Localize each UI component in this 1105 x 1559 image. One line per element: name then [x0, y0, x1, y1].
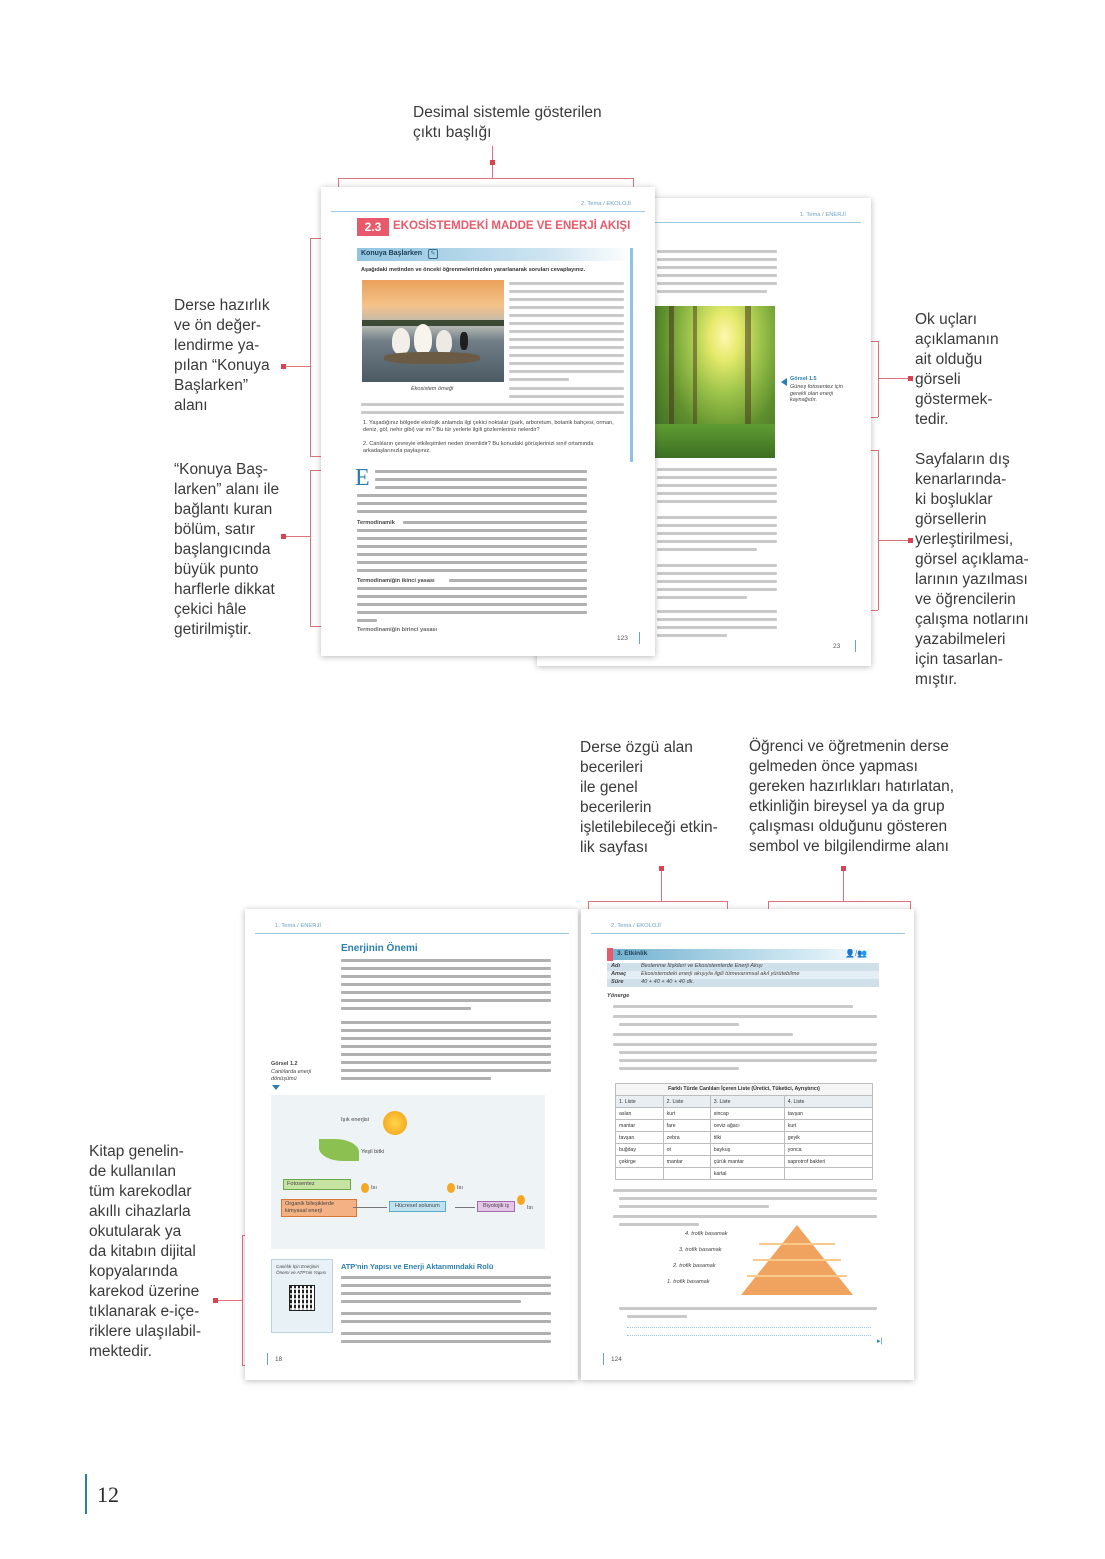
meta-key-1: Adı — [611, 963, 621, 969]
species-table — [615, 1095, 873, 1180]
cell-respiration-box: Hücresel solunum — [389, 1201, 446, 1212]
meta-key-3: Süre — [611, 979, 624, 985]
figure-label: Görsel 1.5 — [790, 376, 817, 382]
pelican-photo — [362, 280, 504, 382]
activity-title: 3. Etkinlik — [617, 950, 648, 957]
running-head: 2. Tema / EKOLOJİ — [611, 923, 661, 929]
light-energy-label: Işık enerjisi — [341, 1117, 369, 1123]
photo-caption: Ekosistem örneği — [411, 386, 454, 392]
heat-icon-3 — [517, 1195, 525, 1205]
annotation-symbol-area: Öğrenci ve öğretmenin derse gelmeden önce yapması gereken hazırlıkları hatırlatan, etkinliğin bireysel ya da grup çalışması olduğunu gösteren sembol ve bilgilendirme alanı — [749, 738, 955, 855]
figure-arrow-icon — [272, 1085, 280, 1090]
meta-val-3: 40 + 40 + 40 + 40 dk. — [641, 979, 695, 985]
dropcap-letter: E — [355, 465, 370, 491]
section-number-badge: 2.3 — [357, 218, 389, 236]
figure-label: Görsel 1.2 — [271, 1061, 298, 1067]
instruction-text: Aşağıdaki metinden ve önceki öğrenmelerinizden yararlanarak soruları cevaplayınız. — [361, 267, 586, 273]
term-2: Termodinamiğin birinci yasası — [357, 627, 438, 633]
leaf-label: Yeşil bitki — [361, 1149, 385, 1155]
next-icon: ▸| — [877, 1338, 883, 1345]
pyramid-level-4: 4. trofik basamak — [685, 1231, 728, 1237]
activity-badge — [607, 948, 613, 961]
konuya-baslarken-label: Konuya Başlarken — [361, 250, 423, 257]
activity-bar — [607, 949, 877, 960]
annotation-decimal-title: Desimal sistemle gösterilen çıktı başlığı — [413, 104, 602, 141]
page-preview-energy-importance — [245, 909, 578, 1380]
meta-key-2: Amaç — [611, 971, 627, 977]
table-row: mantar fare ceviz ağacı kurt — [616, 1120, 873, 1132]
pyramid-level-2: 2. trofik basamak — [673, 1263, 716, 1269]
annotation-margins: Sayfaların dış kenarlarında- ki boşluklar görsellerin yerleştirilmesi, görsel açıklama- larının yazılması ve öğrencilerin çalışma notlarını yazabilmeleri için tasarlan- mıştır. — [915, 451, 1029, 688]
page-number: 124 — [611, 1356, 622, 1363]
annotation-arrow-tips: Ok uçları açıklamanın ait olduğu görseli göstermek- tedir. — [915, 311, 999, 428]
term-3: Termodinamiğin ikinci yasası — [357, 578, 435, 584]
qr-box[interactable] — [271, 1259, 333, 1333]
leaf-icon — [319, 1139, 359, 1161]
page-number: 18 — [275, 1356, 283, 1363]
table-row: buğday ot baykuş yonca — [616, 1144, 873, 1156]
energy-diagram — [271, 1095, 545, 1249]
table-header: 1. Liste — [616, 1096, 664, 1108]
forest-photo — [649, 306, 775, 458]
question-1: 1. Yaşadığınız bölgede ekolojik anlamda ilgi çekici noktalar (park, arboretum, botanik bahçesi, orman, deniz, göl, nehir gibi) var mı? Bu tür yerlerle ilgili gözlemleriniz nelerdir? — [363, 420, 614, 433]
table-row: aslan kurt sincap tavşan — [616, 1108, 873, 1120]
annotation-connection: “Konuya Baş- larken” alanı ile bağlantı kuran bölüm, satır başlangıcında büyük punto harflerle dikkat çekici hâle getirilmiştir. — [174, 461, 280, 638]
figure-caption: Güneş fotosentez için gerekli olan enerji kaynağıdır. — [790, 384, 843, 403]
table-header: 4. Liste — [784, 1096, 872, 1108]
annotation-konuya-baslarken: Derse hazırlık ve ön değer- lendirme ya- pılan “Konuya Başlarken” alanı — [174, 297, 270, 414]
pyramid-level-1: 1. trofik basamak — [667, 1279, 710, 1285]
heading-energy: Enerjinin Önemi — [341, 943, 418, 954]
meta-val-1: Beslenme İlişkileri ve Ekosistemlerde Enerji Akışı — [641, 963, 763, 969]
page-number: 23 — [833, 643, 841, 650]
table-row: çekirge mantar çürük mantar saprotrof bakteri — [616, 1156, 873, 1168]
figure-arrow-icon — [781, 378, 787, 386]
heat-label-2: Isı — [457, 1185, 463, 1191]
page-number: 123 — [617, 635, 628, 642]
page-footer-number: 12 — [97, 1482, 119, 1507]
page-preview-activity — [581, 909, 914, 1380]
photosynthesis-box: Fotosentez — [283, 1179, 351, 1190]
directive-label: Yönerge — [607, 993, 630, 999]
annotation-skills-page: Derse özgü alan becerileri ile genel becerilerin işletilebileceği etkin- lik sayfası — [580, 739, 718, 856]
section-title: EKOSİSTEMDEKİ MADDE VE ENERJİ AKIŞI — [393, 220, 631, 232]
running-head: 2. Tema / EKOLOJİ — [581, 201, 631, 207]
sun-icon — [383, 1111, 407, 1135]
running-head: 1. Tema / ENERJİ — [800, 212, 846, 218]
figure-caption: Canlılarda enerji dönüşümü — [271, 1069, 312, 1082]
biological-work-box: Biyolojik iş — [477, 1201, 515, 1212]
heat-icon-2 — [447, 1183, 455, 1193]
search-icon: ✎ — [428, 249, 438, 259]
qr-code-icon[interactable] — [290, 1286, 314, 1310]
pyramid-level-3: 3. trofik basamak — [679, 1247, 722, 1253]
heat-label-3: Isı — [527, 1205, 533, 1211]
table-row: kartal — [616, 1168, 873, 1180]
annotation-qr-codes: Kitap genelin- de kullanılan tüm karekodlar akıllı cihazlarla okutularak ya da kitabın dijital kopyalarında karekod üzerine tıklanarak e-içe- riklere ulaşılabil- mektedir. — [89, 1143, 201, 1360]
organic-energy-box: Organik bileşiklerde kimyasal enerji — [281, 1199, 357, 1217]
species-table-title: Farklı Türde Canlıları İçeren Liste (Üretici, Tüketici, Ayrıştırıcı) — [615, 1083, 873, 1096]
question-2: 2. Canlıların çevreyle etkileşimleri neden önemlidir? Bu konudaki görüşlerinizi sınıf ortamında arkadaşlarınızla paylaşınız. — [363, 441, 594, 454]
page-preview-ecosystem — [321, 187, 655, 656]
table-row: tavşan zebra tilki geyik — [616, 1132, 873, 1144]
heat-icon-1 — [361, 1183, 369, 1193]
heading-atp: ATP'nin Yapısı ve Enerji Aktarımındaki Rolü — [341, 1262, 494, 1271]
term-1: Termodinamik — [357, 520, 395, 526]
individual-group-icon: 👤/👥 — [845, 949, 868, 958]
footer-bar — [85, 1474, 87, 1514]
qr-caption: Canlılık İçin Enerjinin Önemi ve ATP'nin Yapısı — [276, 1264, 327, 1275]
table-header: 2. Liste — [663, 1096, 710, 1108]
heat-label-1: Isı — [371, 1185, 377, 1191]
table-header: 3. Liste — [710, 1096, 784, 1108]
meta-val-2: Ekosistemdeki enerji akışıyla ilgili tümevarımsal akıl yürütebilme — [641, 971, 800, 977]
running-head: 1. Tema / ENERJİ — [275, 923, 321, 929]
